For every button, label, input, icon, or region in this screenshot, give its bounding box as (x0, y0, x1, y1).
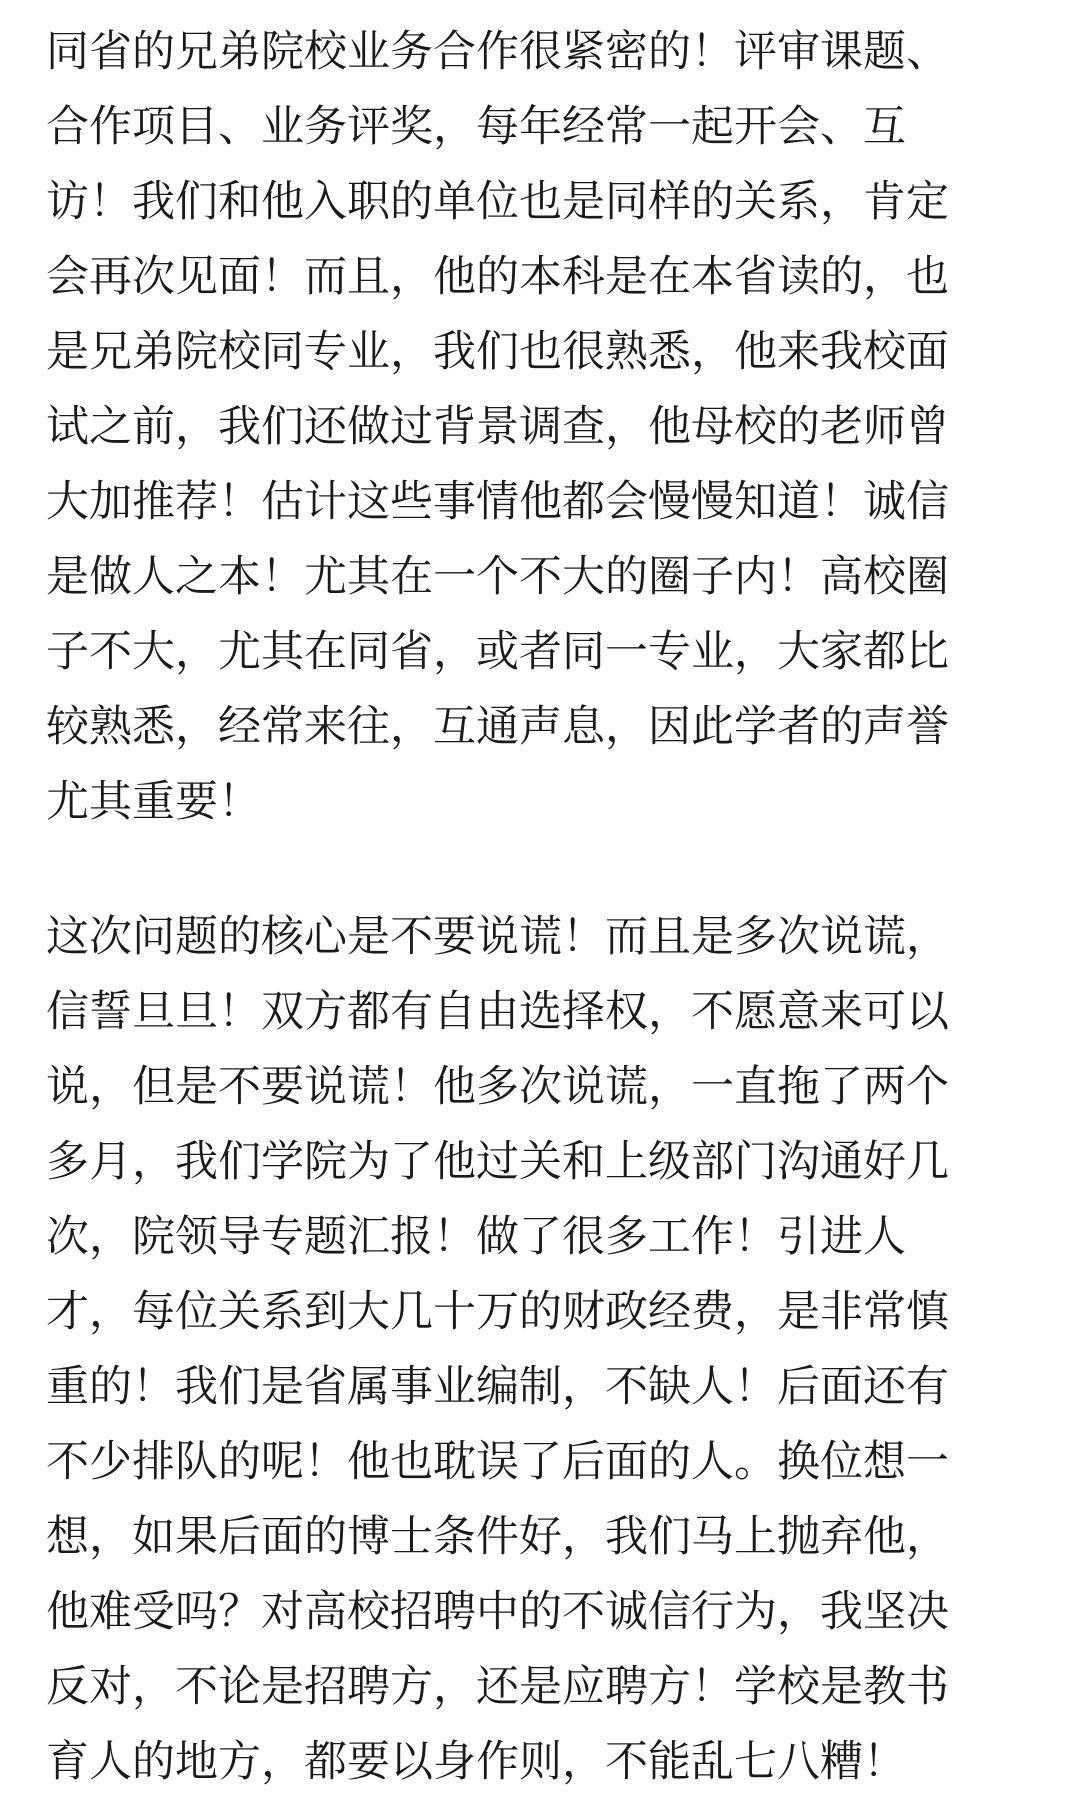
text-line: 子不大，尤其在同省，或者同一专业，大家都比 (46, 627, 949, 677)
text-line: 较熟悉，经常来往，互通声息，因此学者的声誉 (46, 702, 949, 752)
text-line: 会再次见面！而且，他的本科是在本省读的，也 (46, 252, 949, 302)
paragraph-1 (46, 15, 949, 840)
paragraph-2 (46, 900, 949, 1800)
text-line: 是兄弟院校同专业，我们也很熟悉，他来我校面 (46, 327, 949, 377)
text-line: 合作项目、业务评奖，每年经常一起开会、互 (46, 102, 906, 152)
text-line: 育人的地方，都要以身作则，不能乱七八糟！ (46, 1737, 906, 1787)
text-line: 说，但是不要说谎！他多次说谎，一直拖了两个 (46, 1062, 949, 1112)
text-line: 尤其重要！ (46, 777, 261, 827)
text-line: 是做人之本！尤其在一个不大的圈子内！高校圈 (46, 552, 949, 602)
text-line: 想，如果后面的博士条件好，我们马上抛弃他， (46, 1512, 949, 1562)
text-line: 他难受吗？对高校招聘中的不诚信行为，我坚决 (46, 1587, 949, 1637)
text-line: 信誓旦旦！双方都有自由选择权，不愿意来可以 (46, 987, 949, 1037)
text-line: 重的！我们是省属事业编制，不缺人！后面还有 (46, 1362, 949, 1412)
text-line: 次，院领导专题汇报！做了很多工作！引进人 (46, 1212, 906, 1262)
text-line: 试之前，我们还做过背景调查，他母校的老师曾 (46, 402, 949, 452)
text-line: 不少排队的呢！他也耽误了后面的人。换位想一 (46, 1437, 949, 1487)
text-line: 大加推荐！估计这些事情他都会慢慢知道！诚信 (46, 477, 949, 527)
text-line: 同省的兄弟院校业务合作很紧密的！评审课题、 (46, 27, 949, 77)
text-line: 反对，不论是招聘方，还是应聘方！学校是教书 (46, 1662, 949, 1712)
text-line: 多月，我们学院为了他过关和上级部门沟通好几 (46, 1137, 949, 1187)
text-line: 这次问题的核心是不要说谎！而且是多次说谎， (46, 912, 949, 962)
text-line: 才，每位关系到大几十万的财政经费，是非常慎 (46, 1287, 949, 1337)
text-line: 访！我们和他入职的单位也是同样的关系，肯定 (46, 177, 949, 227)
